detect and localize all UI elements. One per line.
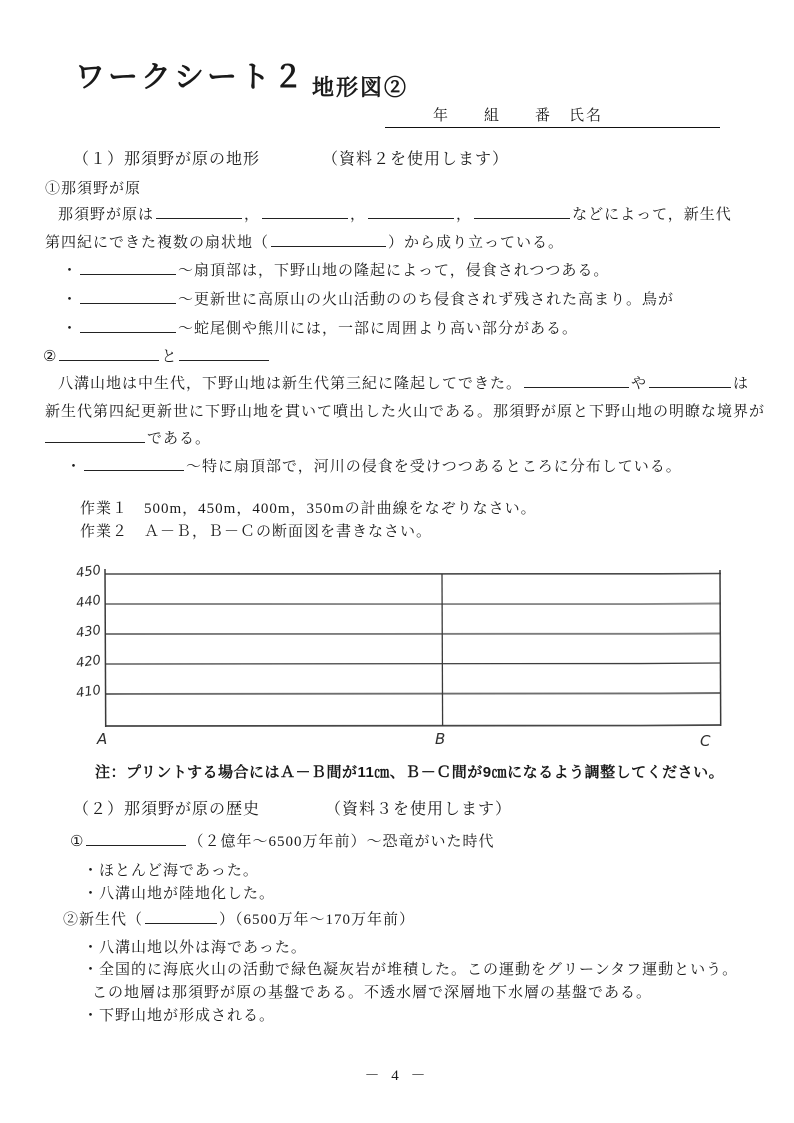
chart-xlabel: B [435, 730, 446, 748]
blank-field [271, 233, 386, 247]
name-field [385, 104, 720, 128]
section1-bullet3 [62, 319, 578, 339]
blank-field [649, 374, 731, 388]
era-text: ②新生代（ [63, 912, 144, 928]
blank-field [86, 832, 186, 846]
name-field-labels: 年 組 番 氏名 [433, 108, 604, 124]
chart-ytick: 440 [75, 592, 102, 612]
section2-heading-note: （資料３を使用します） [325, 801, 513, 818]
print-note: 注：プリントする場合にはＡ－Ｂ間が11㎝、Ｂ－Ｃ間が9㎝になるよう調整してください。 [95, 764, 725, 781]
task1-instruction: 作業１ 500m，450m，400m，350mの計曲線をなぞりなさい。 [80, 501, 537, 517]
section1-para2-line3 [45, 429, 211, 449]
comma: ， [244, 207, 261, 223]
chart-ytick: 450 [75, 562, 102, 582]
para2-text: や [631, 376, 648, 392]
blank-field [368, 205, 454, 219]
chart-ytick: 430 [75, 622, 102, 642]
section1-heading [73, 150, 509, 170]
section1-heading-note: （資料２を使用します） [322, 151, 510, 168]
blank-field [145, 910, 217, 924]
section1-item2-label [43, 347, 271, 367]
comma: ， [350, 207, 367, 223]
bullet-dot: ・ [62, 321, 79, 337]
bullet-text: ～特に扇頂部で，河川の侵食を受けつつあるところに分布している。 [186, 459, 682, 475]
bullet-dot: ・ [62, 263, 79, 279]
circled-number: ② [43, 349, 58, 365]
blank-field [524, 374, 629, 388]
section2-bullet: ・下野山地が形成される。 [83, 1008, 276, 1024]
section2-bullet-continuation: この地層は那須野が原の基盤である。不透水層で深層地下水層の基盤である。 [92, 985, 653, 1001]
comma: ， [456, 207, 473, 223]
section2-bullet: ・八溝山地以外は海であった。 [83, 940, 307, 956]
blank-field [59, 347, 159, 361]
task2-instruction: 作業２ Ａ－Ｂ，Ｂ－Ｃの断面図を書きなさい。 [80, 524, 433, 540]
bullet-text: ～蛇尾側や熊川には，一部に周囲より高い部分がある。 [178, 321, 579, 337]
era-text: ）（6500万年～170万年前） [219, 912, 416, 928]
page-title: ワークシート２ [75, 61, 306, 94]
era-text: （２億年～6500万年前）～恐竜がいた時代 [188, 834, 495, 850]
chart-ytick: 410 [75, 682, 102, 702]
bullet-text: ～更新世に高原山の火山活動ののち侵食されず残された高まり。鳥が [178, 292, 675, 308]
circled-number: ① [70, 834, 85, 850]
page-subtitle: 地形図② [312, 75, 409, 100]
section1-para2-line2: 新生代第四紀更新世に下野山地を貫いて噴出した火山である。那須野が原と下野山地の明瞭な境界が [45, 404, 766, 420]
section1-para2-line1 [58, 374, 749, 394]
blank-field [474, 205, 570, 219]
blank-field [45, 429, 145, 443]
cross-section-grid [70, 558, 735, 758]
grid-lines [70, 558, 735, 758]
section1-item1-label: ①那須野が原 [45, 181, 142, 197]
section1-bullet4 [66, 457, 682, 477]
para1-text: 第四紀にできた複数の扇状地（ [45, 235, 270, 251]
section2-heading [73, 800, 512, 820]
blank-field [84, 457, 184, 471]
blank-field [156, 205, 242, 219]
blank-field [80, 319, 176, 333]
section1-bullet1 [62, 261, 609, 281]
para2-text: である。 [147, 431, 212, 447]
section2-bullet: ・全国的に海底火山の活動で緑色凝灰岩が堆積した。この運動をグリーンタフ運動という。 [83, 962, 739, 978]
blank-field [262, 205, 348, 219]
blank-field [80, 261, 176, 275]
section2-bullet: ・八溝山地が陸地化した。 [83, 886, 276, 902]
chart-ytick: 420 [75, 652, 102, 672]
bullet-dot: ・ [66, 459, 83, 475]
section1-heading-text: （１）那須野が原の地形 [73, 151, 261, 168]
section2-bullet: ・ほとんど海であった。 [83, 863, 259, 879]
blank-field [179, 347, 269, 361]
connector-text: と [161, 349, 178, 365]
blank-field [80, 290, 176, 304]
section2-item2 [63, 910, 415, 930]
section1-bullet2 [62, 290, 674, 310]
section2-item1 [70, 832, 494, 852]
para2-text: は [733, 376, 750, 392]
chart-xlabel: A [97, 730, 108, 748]
para1-text: 那須野が原は [58, 207, 155, 223]
bullet-text: ～扇頂部は，下野山地の隆起によって，侵食されつつある。 [178, 263, 610, 279]
chart-xlabel: C [700, 732, 711, 750]
para1-text: などによって，新生代 [572, 207, 732, 223]
page-number: － 4 － [364, 1068, 430, 1084]
section2-heading-text: （２）那須野が原の歴史 [73, 801, 261, 818]
bullet-dot: ・ [62, 292, 79, 308]
section1-para1-line2 [45, 233, 564, 253]
para2-text: 八溝山地は中生代，下野山地は新生代第三紀に隆起してできた。 [58, 376, 523, 392]
para1-text: ）から成り立っている。 [388, 235, 565, 251]
section1-para1-line1 [58, 205, 732, 225]
